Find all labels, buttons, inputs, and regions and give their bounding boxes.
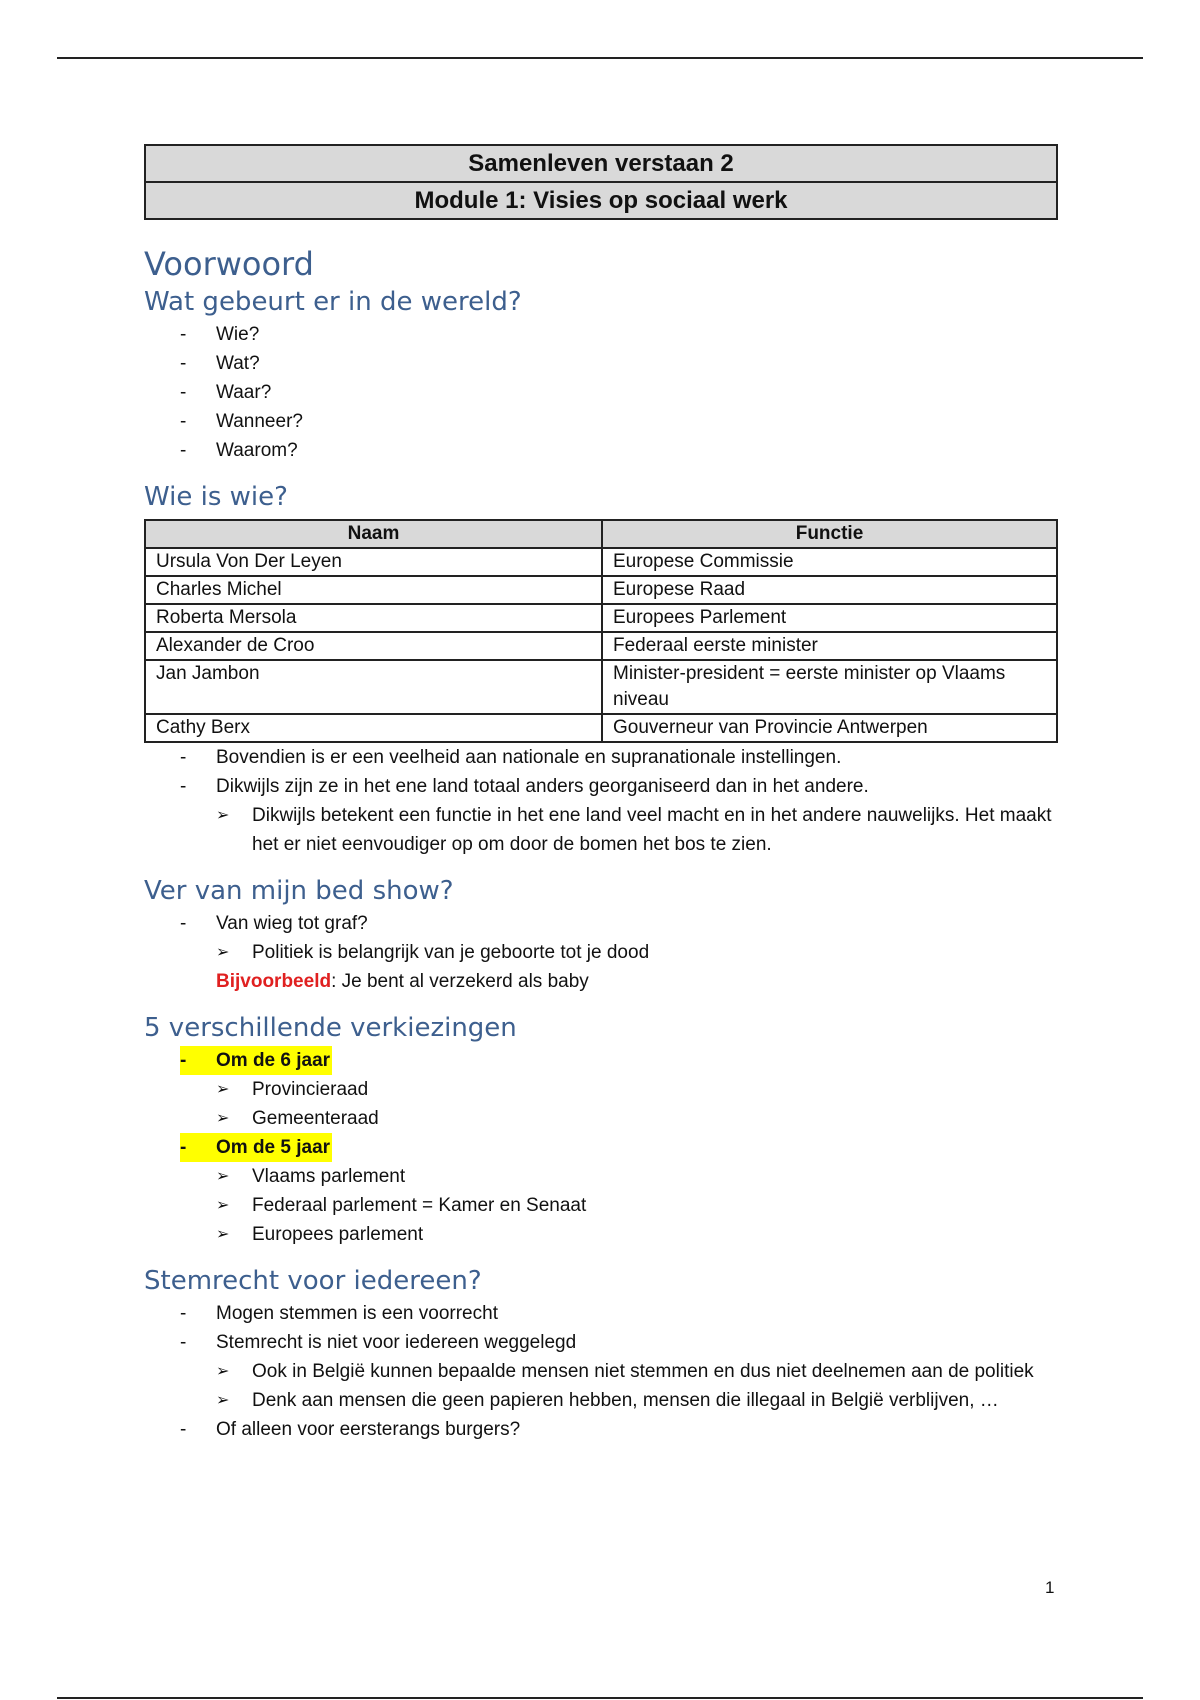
sub-list-text: Provincieraad xyxy=(252,1079,369,1100)
page-number: 1 xyxy=(1045,1578,1055,1597)
list-item-highlighted xyxy=(144,1046,1058,1075)
sub-list-text: Federaal parlement = Kamer en Senaat xyxy=(252,1195,587,1216)
table-cell: Roberta Mersola xyxy=(145,604,602,632)
sub-list-item xyxy=(144,801,1058,859)
sub-list-text: Politiek is belangrijk van je geboorte tot je dood xyxy=(252,942,650,963)
table-cell: Minister-president = eerste minister op Vlaams niveau xyxy=(602,660,1057,714)
list-item: - Waar? xyxy=(144,378,1058,407)
ver-van-bed-list xyxy=(144,909,1058,996)
list-item-highlighted xyxy=(144,1133,1058,1162)
section-heading-wie-is-wie: Wie is wie? xyxy=(144,482,288,512)
table-row xyxy=(145,576,1057,604)
table-row xyxy=(145,632,1057,660)
column-header-functie: Functie xyxy=(602,520,1057,548)
arrow-bullet-icon: ➢ xyxy=(216,807,230,824)
sub-list-item xyxy=(144,1191,1058,1220)
sub-list-text: Dikwijls betekent een functie in het ene land veel macht en in het andere nauwelijks. Het maakt het er niet eenvoudiger op om door de bomen het bos te zien. xyxy=(252,805,1052,855)
sub-list-item xyxy=(144,1357,1058,1386)
table-row xyxy=(145,548,1057,576)
title-box xyxy=(144,144,1058,220)
sub-list-text: Ook in België kunnen bepaalde mensen niet stemmen en dus niet deelnemen aan de politiek xyxy=(252,1361,1034,1382)
list-item: - Wie? xyxy=(144,320,1058,349)
table-row xyxy=(145,714,1057,742)
arrow-bullet-icon: ➢ xyxy=(216,1110,230,1127)
list-item: - Wat? xyxy=(144,349,1058,378)
header-rule xyxy=(57,57,1143,59)
list-item: - Of alleen voor eersterangs burgers? xyxy=(144,1415,1058,1444)
table-row xyxy=(145,604,1057,632)
sub-list-item xyxy=(144,938,1058,967)
section-heading-wat-gebeurt: Wat gebeurt er in de wereld? xyxy=(144,287,522,317)
highlighted-label: Om de 5 jaar xyxy=(216,1133,332,1162)
sub-list-text: Gemeenteraad xyxy=(252,1108,379,1129)
sub-list-item xyxy=(144,1386,1058,1415)
arrow-bullet-icon: ➢ xyxy=(216,944,230,961)
arrow-bullet-icon: ➢ xyxy=(216,1168,230,1185)
section-heading-stemrecht: Stemrecht voor iedereen? xyxy=(144,1266,482,1296)
sub-list-item xyxy=(144,1075,1058,1104)
list-item: - Stemrecht is niet voor iedereen weggelegd xyxy=(144,1328,1058,1357)
table-cell: Alexander de Croo xyxy=(145,632,602,660)
table-header-row xyxy=(145,520,1057,548)
institutions-notes xyxy=(144,743,1058,859)
list-item: - Van wieg tot graf? xyxy=(144,909,1058,938)
roles-table xyxy=(144,519,1058,743)
example-line xyxy=(144,967,1058,996)
column-header-naam: Naam xyxy=(145,520,602,548)
table-cell: Europese Commissie xyxy=(602,548,1057,576)
document-page xyxy=(144,144,1058,1444)
table-row xyxy=(145,660,1057,714)
sub-list-item xyxy=(144,1104,1058,1133)
list-item: - Wanneer? xyxy=(144,407,1058,436)
table-cell: Gouverneur van Provincie Antwerpen xyxy=(602,714,1057,742)
footer-rule xyxy=(57,1697,1143,1699)
arrow-bullet-icon: ➢ xyxy=(216,1197,230,1214)
module-title: Module 1: Visies op sociaal werk xyxy=(146,181,1056,218)
course-title: Samenleven verstaan 2 xyxy=(468,150,734,177)
arrow-bullet-icon: ➢ xyxy=(216,1392,230,1409)
question-list xyxy=(144,320,1058,465)
table-cell: Federaal eerste minister xyxy=(602,632,1057,660)
table-cell: Europees Parlement xyxy=(602,604,1057,632)
list-item: - Mogen stemmen is een voorrecht xyxy=(144,1299,1058,1328)
table-cell: Ursula Von Der Leyen xyxy=(145,548,602,576)
section-heading-voorwoord: Voorwoord xyxy=(144,245,314,283)
table-cell: Cathy Berx xyxy=(145,714,602,742)
table-cell: Europese Raad xyxy=(602,576,1057,604)
list-item: - Dikwijls zijn ze in het ene land totaal anders georganiseerd dan in het andere. xyxy=(144,772,1058,801)
section-heading-ver-van-bed: Ver van mijn bed show? xyxy=(144,876,454,906)
sub-list-item xyxy=(144,1220,1058,1249)
table-cell: Charles Michel xyxy=(145,576,602,604)
sub-list-item xyxy=(144,1162,1058,1191)
sub-list-text: Denk aan mensen die geen papieren hebben, mensen die illegaal in België verblijven, … xyxy=(252,1390,999,1411)
example-label: Bijvoorbeeld xyxy=(216,971,332,992)
table-cell: Jan Jambon xyxy=(145,660,602,714)
sub-list-text: Europees parlement xyxy=(252,1224,424,1245)
example-text: : Je bent al verzekerd als baby xyxy=(331,971,589,992)
arrow-bullet-icon: ➢ xyxy=(216,1226,230,1243)
elections-list xyxy=(144,1046,1058,1249)
arrow-bullet-icon: ➢ xyxy=(216,1081,230,1098)
stemrecht-list xyxy=(144,1299,1058,1444)
arrow-bullet-icon: ➢ xyxy=(216,1363,230,1380)
list-item: - Bovendien is er een veelheid aan nationale en supranationale instellingen. xyxy=(144,743,1058,772)
sub-list-text: Vlaams parlement xyxy=(252,1166,406,1187)
highlighted-label: Om de 6 jaar xyxy=(216,1046,332,1075)
list-item: - Waarom? xyxy=(144,436,1058,465)
section-heading-verkiezingen: 5 verschillende verkiezingen xyxy=(144,1013,517,1043)
